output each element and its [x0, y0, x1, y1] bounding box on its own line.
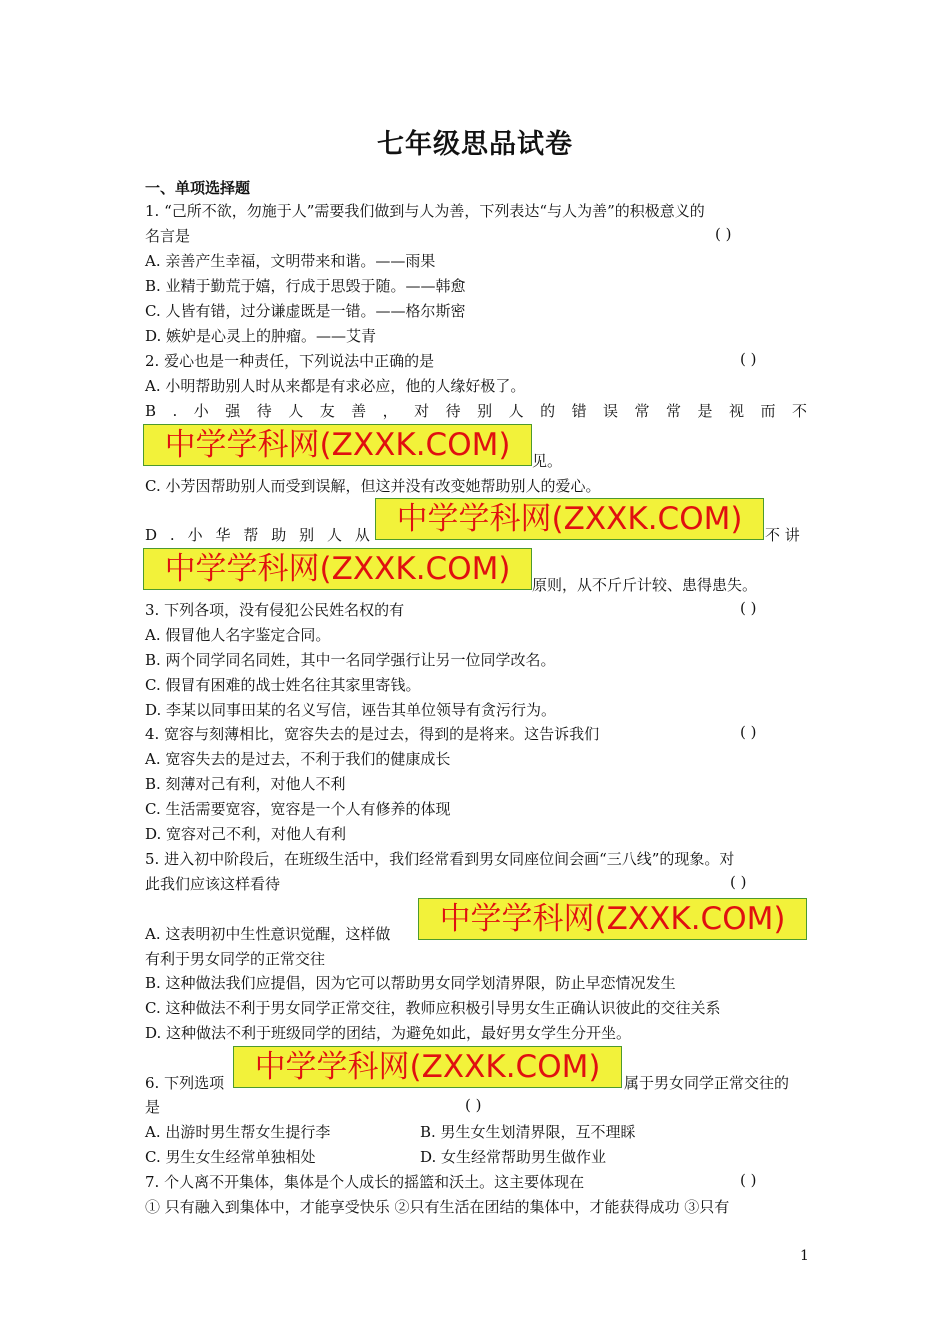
q2-stem: 2. 爱心也是一种责任，下列说法中正确的是 [145, 352, 435, 370]
q4-answer-blank: ( ) [740, 723, 757, 741]
q4-option-c: C. 生活需要宽容，宽容是一个人有修养的体现 [145, 800, 451, 818]
q1-option-b: B. 业精于勤荒于嬉，行成于思毁于随。——韩愈 [145, 277, 466, 295]
q1-stem-line1: 1. “己所不欲，勿施于人”需要我们做到与人为善，下列表达“与人为善”的积极意义的 [145, 202, 705, 220]
q2-option-d-tail: 原则，从不斤斤计较、患得患失。 [532, 576, 758, 594]
char: 强 [225, 402, 241, 420]
page-number: 1 [800, 1248, 809, 1264]
q1-option-c: C. 人皆有错，过分谦虚既是一错。——格尔斯密 [145, 302, 466, 320]
q7-answer-blank: ( ) [740, 1171, 757, 1189]
char: 别 [299, 526, 315, 544]
char: 别 [477, 402, 493, 420]
q6-option-a: A. 出游时男生帮女生提行李 [145, 1123, 331, 1141]
char: 是 [697, 402, 713, 420]
char: 而 [760, 402, 776, 420]
char: . [172, 402, 178, 420]
q4-option-d: D. 宽容对己不利，对他人有利 [145, 825, 347, 843]
watermark-banner: 中学学科网(ZXXK.COM) [375, 498, 764, 540]
q3-option-c: C. 假冒有困难的战士姓名往其家里寄钱。 [145, 676, 421, 694]
q5-option-b: B. 这种做法我们应提倡，因为它可以帮助男女同学划清界限，防止早恋情况发生 [145, 974, 676, 992]
page-title: 七年级思品试卷 [377, 129, 573, 160]
q5-option-a-line1: A. 这表明初中生性意识觉醒，这样做 [145, 925, 391, 943]
char: 从 [354, 526, 370, 544]
q2-option-b-tail: 见。 [532, 452, 563, 470]
q5-option-c: C. 这种做法不利于男女同学正常交往，教师应积极引导男女生正确认识彼此的交往关系 [145, 999, 721, 1017]
q4-option-b: B. 刻薄对己有利，对他人不利 [145, 775, 346, 793]
char: 善 [351, 402, 367, 420]
q2-option-b-line1 [145, 400, 807, 422]
char: 待 [445, 402, 461, 420]
q6-stem-line2: 是 [145, 1098, 161, 1116]
q7-stem: 7. 个人离不开集体，集体是个人成长的摇篮和沃土。这主要体现在 [145, 1173, 585, 1191]
q6-option-b: B. 男生女生划清界限，互不理睬 [420, 1123, 636, 1141]
char: 华 [215, 526, 231, 544]
q3-option-d: D. 李某以同事田某的名义写信，诬告其单位领导有贪污行为。 [145, 701, 557, 719]
char: ， [382, 402, 398, 420]
q6-option-c: C. 男生女生经常单独相处 [145, 1148, 316, 1166]
q1-stem-line2: 名言是 [145, 227, 191, 245]
char: 误 [603, 402, 619, 420]
char: D [145, 526, 158, 544]
q6-stem-post: 属于男女同学正常交往的 [624, 1074, 790, 1092]
section-heading: 一、单项选择题 [145, 179, 251, 197]
char: 不 [791, 402, 807, 420]
q3-option-a: A. 假冒他人名字鉴定合同。 [145, 626, 331, 644]
char: 人 [508, 402, 524, 420]
q2-option-d-mid: 不 讲 [765, 526, 800, 544]
char: 错 [571, 402, 587, 420]
q3-option-b: B. 两个同学同名同姓，其中一名同学强行让另一位同学改名。 [145, 651, 556, 669]
watermark-banner: 中学学科网(ZXXK.COM) [418, 898, 807, 940]
watermark-banner: 中学学科网(ZXXK.COM) [143, 424, 532, 466]
char: 视 [728, 402, 744, 420]
q1-answer-blank: ( ) [715, 225, 732, 243]
char: 人 [288, 402, 304, 420]
q2-answer-blank: ( ) [740, 350, 757, 368]
char: . [169, 526, 175, 544]
q5-stem-line2: 此我们应该这样看待 [145, 875, 281, 893]
char: 常 [634, 402, 650, 420]
q7-options-line: ① 只有融入到集体中，才能享受快乐 ②只有生活在团结的集体中，才能获得成功 ③只有 [145, 1198, 730, 1216]
char: 常 [666, 402, 682, 420]
watermark-banner: 中学学科网(ZXXK.COM) [233, 1046, 622, 1088]
q6-option-d: D. 女生经常帮助男生做作业 [420, 1148, 607, 1166]
q1-option-d: D. 嫉妒是心灵上的肿瘤。——艾青 [145, 327, 377, 345]
q5-option-a-line2: 有利于男女同学的正常交往 [145, 950, 326, 968]
char: 友 [319, 402, 335, 420]
char: 助 [271, 526, 287, 544]
q6-answer-blank: ( ) [465, 1096, 482, 1114]
watermark-banner: 中学学科网(ZXXK.COM) [143, 548, 532, 590]
char: B [145, 402, 157, 420]
q3-stem: 3. 下列各项，没有侵犯公民姓名权的有 [145, 601, 405, 619]
char: 的 [540, 402, 556, 420]
q2-option-a: A. 小明帮助别人时从来都是有求必应，他的人缘好极了。 [145, 377, 526, 395]
q4-stem: 4. 宽容与刻薄相比，宽容失去的是过去，得到的是将来。这告诉我们 [145, 725, 600, 743]
q3-answer-blank: ( ) [740, 599, 757, 617]
q5-stem-line1: 5. 进入初中阶段后，在班级生活中，我们经常看到男女同座位间会画“三八线”的现象。对 [145, 850, 735, 868]
char: 人 [327, 526, 343, 544]
q5-option-d: D. 这种做法不利于班级同学的团结，为避免如此，最好男女学生分开坐。 [145, 1024, 632, 1042]
q6-stem-pre: 6. 下列选项 [145, 1074, 225, 1092]
q2-option-c: C. 小芳因帮助别人而受到误解，但这并没有改变她帮助别人的爱心。 [145, 477, 601, 495]
q5-answer-blank: ( ) [730, 873, 747, 891]
char: 待 [256, 402, 272, 420]
char: 对 [414, 402, 430, 420]
char: 小 [187, 526, 203, 544]
char: 小 [193, 402, 209, 420]
q2-option-d-line1 [145, 524, 370, 546]
q4-option-a: A. 宽容失去的是过去，不利于我们的健康成长 [145, 750, 451, 768]
q1-option-a: A. 亲善产生幸福，文明带来和谐。——雨果 [145, 252, 436, 270]
char: 帮 [243, 526, 259, 544]
